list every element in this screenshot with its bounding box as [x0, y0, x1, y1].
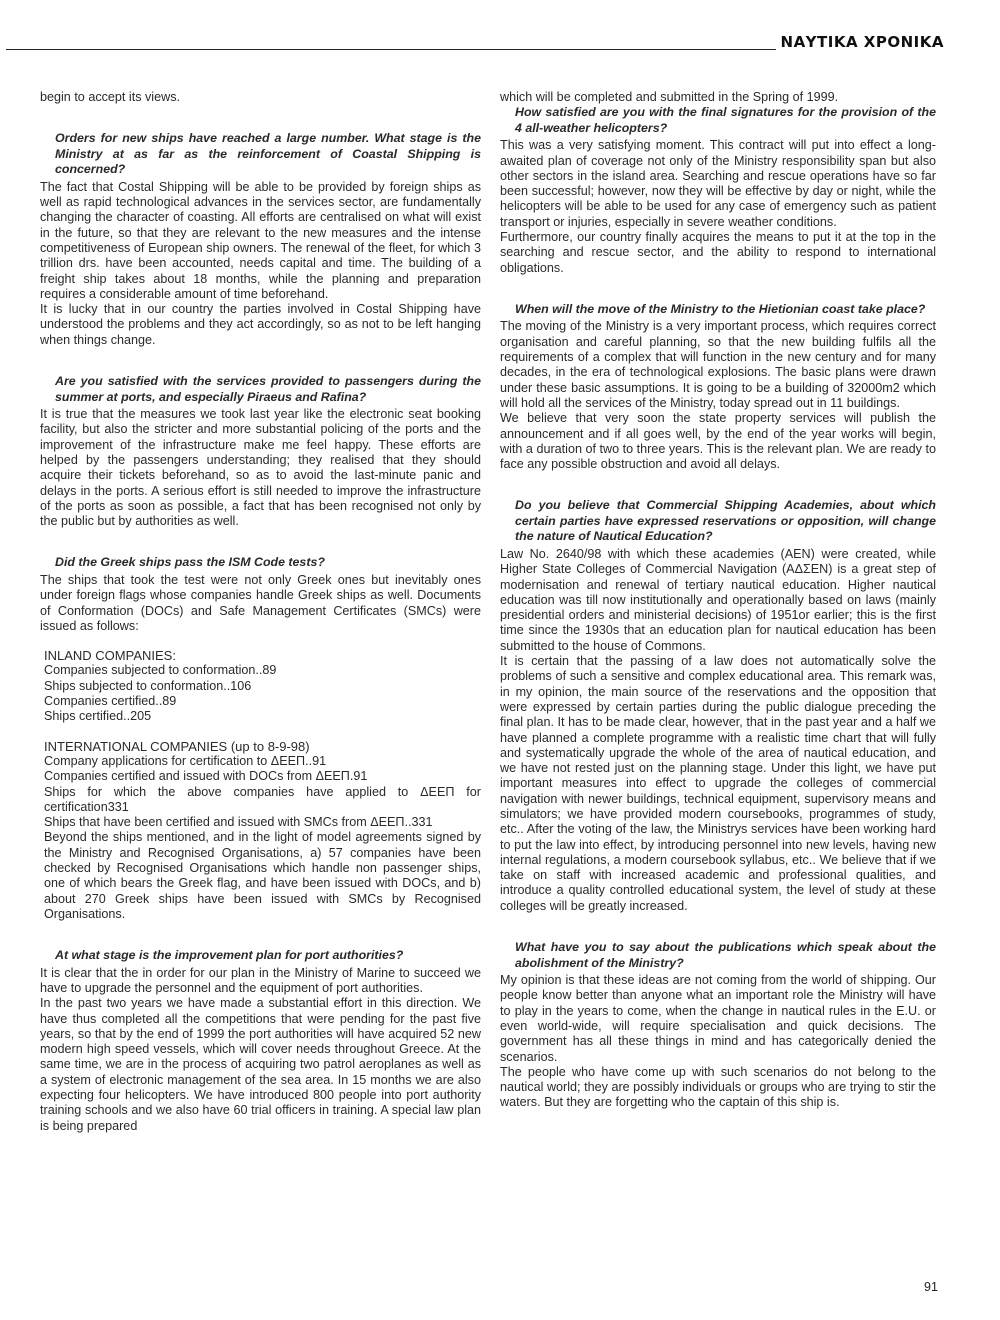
question-passenger-services: Are you satisfied with the services provided to passengers during the summer at ports, and especially Piraeus and Rafina? — [55, 374, 481, 404]
inland-list-item: Ships subjected to conformation..106 — [44, 678, 252, 693]
international-list-item: Company applications for certification to ΔΕΕΠ..91 — [44, 753, 327, 768]
header-rule — [6, 49, 776, 50]
question-ism-code: Did the Greek ships pass the ISM Code tests? — [55, 555, 325, 570]
answer-paragraph: It is certain that the passing of a law does not automatically solve the problems of such a sensitive and complex educational area. This remark was, in my opinion, the main source of the reservations and the opposition that were expressed by certain parties during the public dialogue preceding the final plan. It has to be made clear, however, that in the past year and a half we have planned a complete programme with a realistic time chart that will fully and systematically upgrade the whole of the area of nautical education, and we have not rested just on the planning stage. Under this light, we have put important measures into effect to upgrade the colleges of commercial navigation with newer buildings, technical equipment, supervisory means and simulators; we have provided modern coursebooks, programmes of study, etc.. After the voting of the law, the Ministrys services have been working hard to put the law into effect, by introducing personnel into new levels, having new internal regulations, a modern coursebook syllabus, etc.. We believe that if we take on staff with increased academic and professional qualities, and introduce a quality controlled educational system, the level of study at these colleges will be greatly increased. — [500, 654, 936, 913]
question-ministry-abolishment: What have you to say about the publications which speak about the abolishment of the Ministry? — [515, 940, 936, 970]
inland-companies-heading: INLAND COMPANIES: — [44, 648, 176, 664]
international-list-item: Ships that have been certified and issued with SMCs from ΔΕΕΠ..331 — [44, 815, 433, 830]
inland-list-item: Companies subjected to conformation..89 — [44, 663, 277, 678]
left-column — [40, 90, 481, 1134]
inland-list-item: Companies certified..89 — [44, 694, 177, 709]
international-list-item: Companies certified and issued with DOCs from ΔΕΕΠ.91 — [44, 769, 368, 784]
answer-paragraph: It is true that the measures we took last year like the electronic seat booking facility, but also the stricter and more substantial policing of the ports and the improvement of the infrastructure make me feel happy. These efforts are helped by the passengers understanding; they realised that they should acquire their tickets beforehand, so as to avoid the last-minute panic and delays in the ports. A serious effort is still needed to improve the infrastructure of the ports as soon as possible, a fact that has been recognised not only by the public but by authorities as well. — [40, 407, 481, 529]
question-helicopters: How satisfied are you with the final signatures for the provision of the 4 all-weather helicopters? — [515, 105, 936, 135]
question-coastal-shipping: Orders for new ships have reached a large number. What stage is the Ministry at as far as the reinforcement of Coastal Shipping is concerned? — [55, 131, 481, 177]
masthead-title: ΝΑΥΤΙΚΑ ΧΡΟΝΙΚΑ — [780, 33, 944, 51]
page-number: 91 — [924, 1280, 938, 1294]
question-shipping-academies: Do you believe that Commercial Shipping Academies, about which certain parties have expressed reservations or opposition, will change the nature of Nautical Education? — [515, 498, 936, 544]
answer-paragraph: It is clear that the in order for our plan in the Ministry of Marine to succeed we have to upgrade the personnel and the equipment of port authorities. — [40, 965, 481, 995]
answer-paragraph: The ships that took the test were not only Greek ones but inevitably ones under foreign flags whose companies handle Greek ships as well. Documents of Conformation (DOCs) and Safe Management Certificates (SMCs) were issued as follows: — [40, 572, 481, 633]
right-continuation-text: which will be completed and submitted in the Spring of 1999. — [500, 90, 839, 104]
international-list-item: Ships for which the above companies have applied to ΔΕΕΠ for certification331 — [44, 784, 481, 814]
answer-paragraph: Beyond the ships mentioned, and in the light of model agreements signed by the Ministry and Recognised Organisations, a) 57 companies have been checked by Recognised Organisations which handle non passenger ships, one of which bears the Greek flag, and have been issued with DOCs, and b) about 270 Greek ships have been issued with SMCs by Recognised Organisations. — [44, 830, 481, 921]
answer-paragraph: Furthermore, our country finally acquires the means to put it at the top in the searching and rescue sector, and the ability to respond to international obligations. — [500, 230, 936, 275]
right-column — [500, 90, 936, 1111]
answer-paragraph: The fact that Costal Shipping will be able to be provided by foreign ships as well as rapid technological advances in the services sector, are fundamentally changing the character of coasting. All efforts are centralised on what will exist in the future, so that they are relevant to the new measures and the intense competitiveness of European ship owners. The renewal of the fleet, for which 3 trillion drs. have been accounted, needs capital and time. The building of a freight ship takes about 18 months, while the planning and preparation requires a considerable amount of time beforehand. — [40, 179, 481, 301]
answer-paragraph: Law No. 2640/98 with which these academies (AEN) were created, while Higher State Colleges of Commercial Navigation (ΑΔΣΕΝ) is a great step of modernisation and renewal of tertiary nautical education. Higher nautical education was till now institutionally and operationally based on laws (mainly presidential orders and ministerial decisions) of 1951or earlier; this is the first time since the 1930s that an education plan for nautical education has been submitted to the house of Commons. — [500, 546, 936, 653]
answer-paragraph: My opinion is that these ideas are not coming from the world of shipping. Our people know better than anyone what an important role the Ministry will have to play in the years to come, when the change in nautical rules in the E.U. or even world-wide, will require specialisation and quick decisions. The government has all these things in mind and has categorically denied the scenarios. — [500, 973, 936, 1064]
answer-paragraph: The moving of the Ministry is a very important process, which requires correct organisation and careful planning, so that the new building fulfils all the requirements of a complex that will function in the new century and for many decades, in the era of technological explosions. The basic plans were drawn under these basic assumptions. It is going to be a building of 32000m2 which will hold all the services of the Ministry, today spread out in 11 buildings. — [500, 319, 936, 410]
international-companies-heading: INTERNATIONAL COMPANIES (up to 8-9-98) — [44, 738, 310, 754]
answer-paragraph: It is lucky that in our country the parties involved in Costal Shipping have understood the problems and they act accordingly, so as not to be left hanging when things change. — [40, 302, 481, 347]
answer-paragraph: In the past two years we have made a substantial effort in this direction. We have thus completed all the competitions that were pending for the past five years, so that by the end of 1999 the port authorities will have acquired 52 new modern high speed vessels, which will cover needs throughout Greece. At the same time, we are in the process of acquiring two patrol aeroplanes as well as a system of electronic management of the sea area. In 15 months we are also expecting four helicopters. We have introduced 800 people into port authority training schools and we also have 60 trial officers in training. A special law plan is being prepared — [40, 996, 481, 1133]
answer-paragraph: We believe that very soon the state property services will publish the announcement and if all goes well, by the end of the year works will begin, with a duration of two to three years. This is the relevant plan. We are ready to face any possible obstruction and avoid all delays. — [500, 411, 936, 472]
answer-paragraph: The people who have come up with such scenarios do not belong to the nautical world; they are possibly individuals or groups who are trying to stir the waters. But they are forgetting who the captain of this ship is. — [500, 1064, 936, 1110]
question-ministry-move: When will the move of the Ministry to the Hietionian coast take place? — [515, 301, 926, 316]
left-intro-text: begin to accept its views. — [40, 90, 181, 104]
answer-paragraph: This was a very satisfying moment. This contract will put into effect a long-awaited plan of coverage not only of the Ministry responsibility span but also other sectors in the island area. Searching and rescue operations have so far been successful; however, now they will be effective by day or night, while the helicopters will be able to be used for any case of emergency such as patient transport or injuries, especially in severe weather conditions. — [500, 138, 936, 229]
question-port-authorities: At what stage is the improvement plan for port authorities? — [55, 948, 404, 963]
inland-list-item: Ships certified..205 — [44, 709, 152, 724]
